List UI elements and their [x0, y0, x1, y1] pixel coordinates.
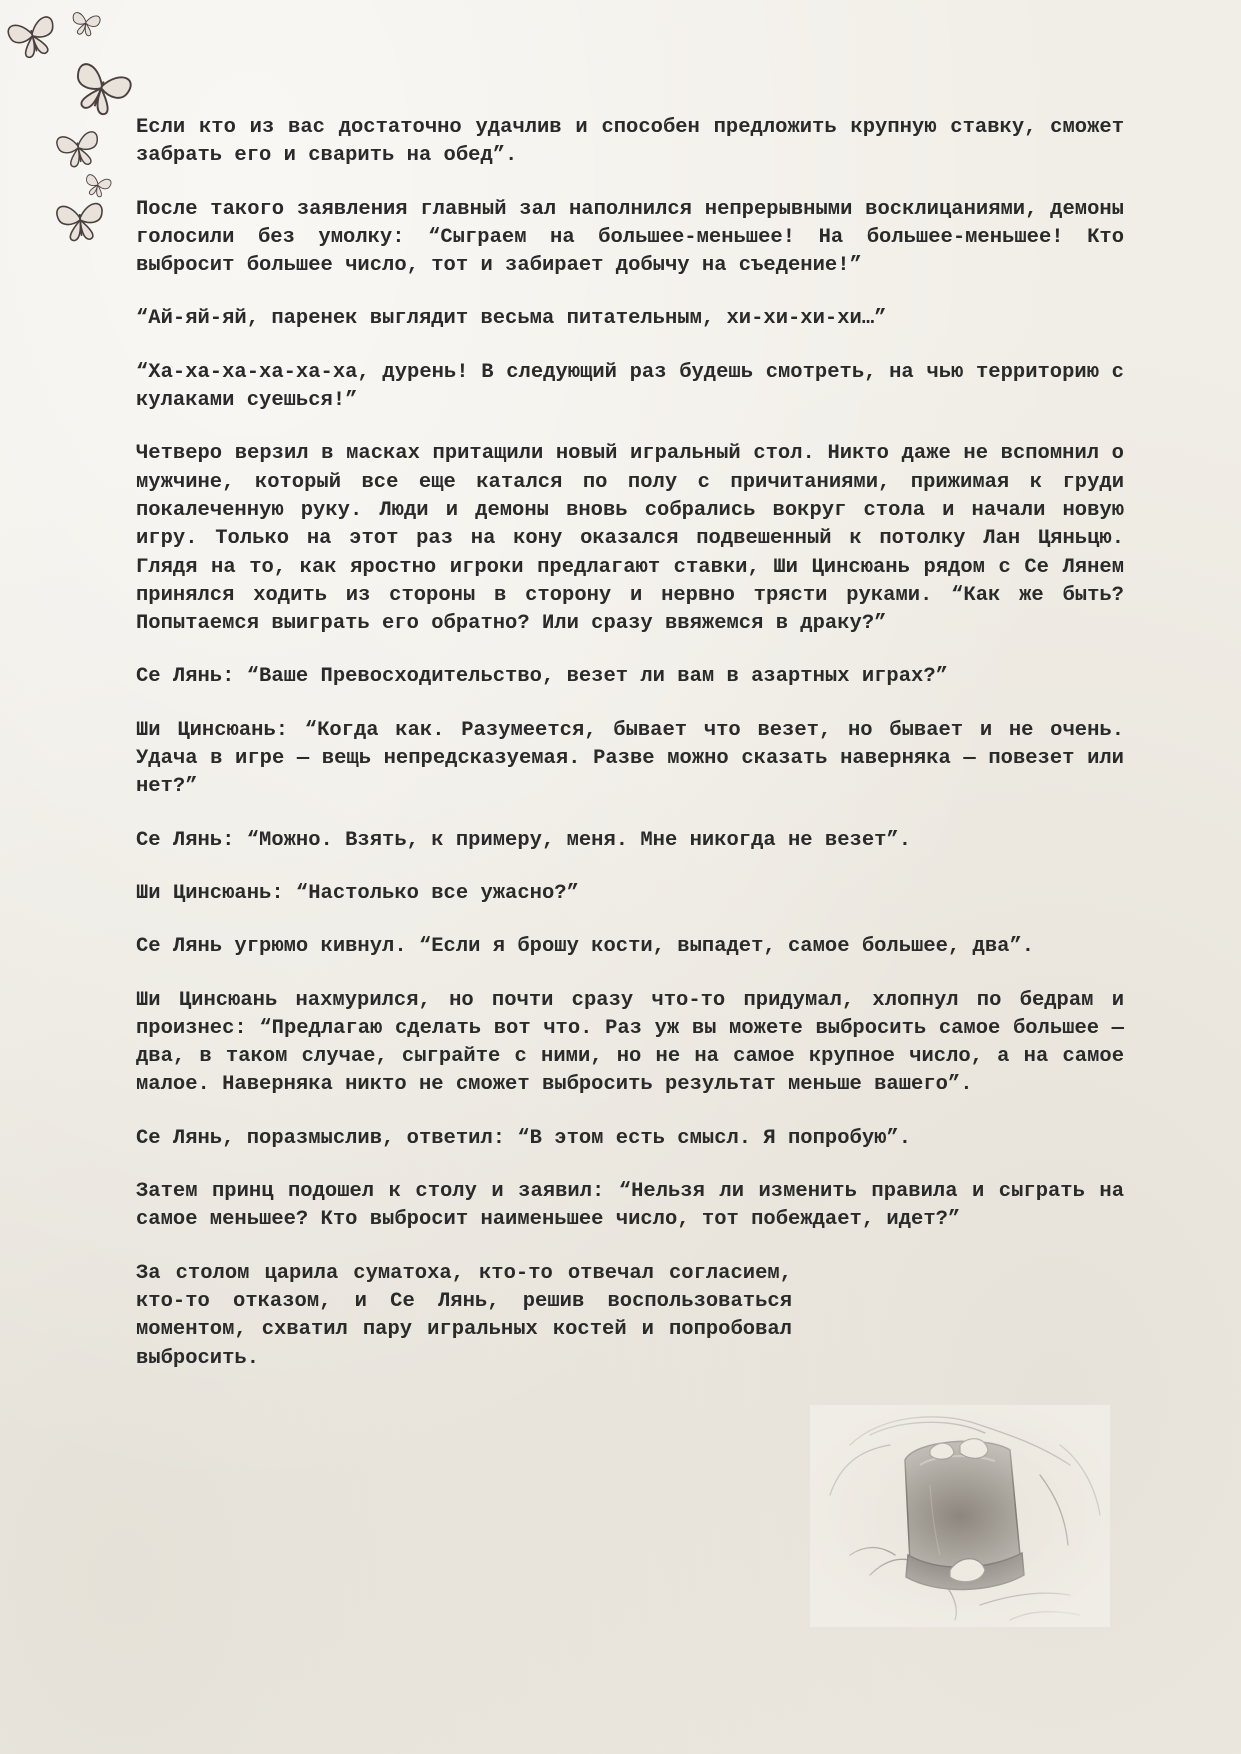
paragraph: Се Лянь угрюмо кивнул. “Если я брошу кости, выпадет, самое большее, два”.	[136, 935, 1035, 959]
paragraph: “Ха-ха-ха-ха-ха-ха, дурень! В следующий раз будешь смотреть, на чью территорию с кулаками суешься!”	[136, 360, 1124, 413]
paragraph: Если кто из вас достаточно удачлив и способен предложить крупную ставку, сможет забрать его и сварить на обед”.	[136, 116, 1124, 168]
paragraph: Ши Цинсюань: “Когда как. Разумеется, бывает что везет, но бывает и не очень. Удача в игре — вещь непредсказуемая. Разве можно сказать наверняка — повезет или нет?”	[136, 718, 1124, 799]
butterflies-icon	[0, 0, 150, 260]
paragraph: После такого заявления главный зал наполнился непрерывными восклицаниями, демоны голосили без умолку: “Сыграем на большее-меньшее! На большее-меньшее! Кто выбросит большее число, тот и забирает добычу на съедение!”	[136, 197, 1124, 278]
paragraph: Четверо верзил в масках притащили новый игральный стол. Никто даже не вспомнил о мужчине, который все еще катался по полу с причитаниями, прижимая к груди покалеченную руку. Люди и демоны вновь собрались вокруг стола и начали новую игру. Только на этот раз на кону оказался подвешенный к потолку Лан Цяньцю. Глядя на то, как яростно игроки предлагают ставки, Ши Цинсюань рядом с Се Лянем принялся ходить из стороны в сторону и нервно трясти руками. “Как же быть? Попытаемся выиграть его обратно? Или сразу ввяжемся в драку?”	[136, 442, 1124, 636]
paragraph: Затем принц подошел к столу и заявил: “Нельзя ли изменить правила и сыграть на самое меньшее? Кто выбросит наименьшее число, тот побеждает, идет?”	[136, 1180, 1124, 1232]
paragraph: Ши Цинсюань нахмурился, но почти сразу что-то придумал, хлопнул по бедрам и произнес: “Предлагаю сделать вот что. Раз уж вы можете выбросить самое большее — два, в таком случае, сыграйте с ними, но не на самое крупное число, а на самое малое. Наверняка никто не сможет выбросить результат меньше вашего”.	[136, 988, 1124, 1097]
hand-dice-cup-icon	[810, 1405, 1110, 1627]
paragraph: Се Лянь, поразмыслив, ответил: “В этом есть смысл. Я попробую”.	[136, 1126, 912, 1150]
paragraph: Ши Цинсюань: “Настолько все ужасно?”	[136, 881, 579, 905]
paragraph: Се Лянь: “Можно. Взять, к примеру, меня. Мне никогда не везет”.	[136, 828, 912, 852]
paragraph: Се Лянь: “Ваше Превосходительство, везет ли вам в азартных играх?”	[136, 665, 948, 689]
paragraph: “Ай-яй-яй, паренек выглядит весьма питательным, хи-хи-хи-хи…”	[136, 307, 887, 331]
paragraph: За столом царила суматоха, кто-то отвечал согласием, кто-то отказом, и Се Лянь, решив воспользоваться моментом, схватил пару игральных костей и попробовал выбросить.	[136, 1261, 792, 1370]
text-body	[136, 114, 1124, 1398]
